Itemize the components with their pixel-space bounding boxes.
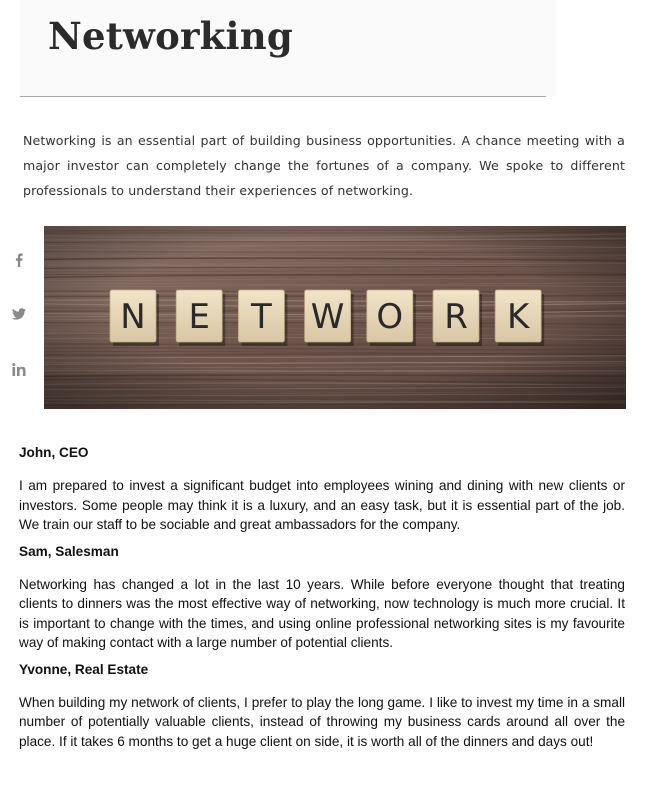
tile-letter: N [120,297,146,337]
letter-tile [495,290,544,346]
letter-tile [110,290,159,346]
quote-text: I am prepared to invest a significant budget into employees wining and dining with new clients or investors. Some people may think it is a luxury, and an easy task, but it is essential part of the job. We train our staff to be sociable and great ambassadors for the company. [19,478,625,532]
page-title: Networking [48,14,293,58]
twitter-icon [12,308,26,320]
hero-image [44,226,626,409]
quote-block [19,540,625,653]
facebook-icon [14,253,24,267]
letter-tile [176,290,225,346]
letter-tile [433,290,482,346]
quote-author: Yvonne, Real Estate [19,661,149,677]
tile-letter: T [251,297,272,337]
quote-block [19,658,625,752]
letter-tile [367,290,416,346]
share-twitter-button[interactable] [8,303,30,325]
quote-block [19,441,625,535]
tile-letter: K [507,297,530,337]
quote-author: John, CEO [19,445,89,460]
share-linkedin-button[interactable] [8,358,30,380]
tile-letter: R [444,297,468,337]
share-facebook-button[interactable] [8,249,30,271]
letter-tile [238,290,287,346]
quotes-section [19,441,625,751]
tile-letter: W [310,297,345,337]
tile-letter: O [376,297,404,337]
quote-author: Sam, Salesman [19,543,119,559]
quote-text: Networking has changed a lot in the last 10 years. While before everyone thought that treating clients to dinners was the most effective way of networking, now technology is much more crucial. It is important to change with the times, and using online professional networking sites is my favourite way of making contact with a large number of potential clients. [19,576,625,650]
quote-text: When building my network of clients, I prefer to play the long game. I like to invest my time in a small number of potentially valuable clients, instead of throwing my business cards around all over the place. If it takes 6 months to get a huge client on side, it is worth all of the dinners and days out! [19,694,625,749]
tile-letter: E [188,297,210,337]
linkedin-icon [12,363,26,376]
letter-tile [305,290,354,346]
network-tiles-photo [44,226,626,409]
title-divider [20,96,546,97]
intro-paragraph: Networking is an essential part of building business opportunities. A chance meeting with a major investor can completely change the fortunes of a company. We spoke to different professionals to understand their experiences of networking. [23,133,625,198]
